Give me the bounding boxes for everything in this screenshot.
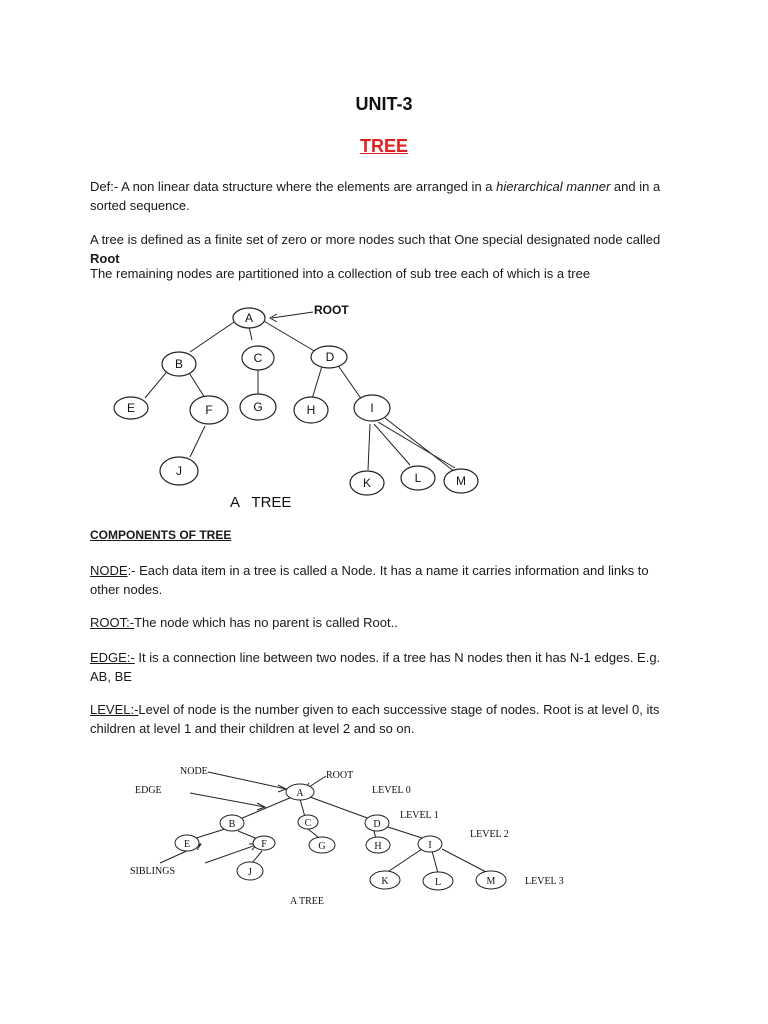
tree2-edge-label: EDGE [135, 785, 162, 796]
tree1-caption: A TREE [230, 494, 292, 511]
tree2-label-l: L [434, 877, 442, 888]
tree2-label-i: I [428, 840, 432, 851]
component-node-text: Each data item in a tree is called a Node. It has a name it carries information and links to other nodes. [90, 563, 649, 597]
tree2-node-label: NODE [180, 766, 208, 777]
definition-suffix: and in a sorted sequence. [90, 179, 661, 213]
tree1-label-k: K [362, 476, 372, 490]
definition-prefix: Def:- A non linear data structure where the elements are arranged in a [90, 179, 497, 194]
tree2-caption: A TREE [290, 896, 324, 907]
component-edge-text: It is a connection line between two nodes. if a tree has N nodes then it has N-1 edges. E.g. AB, BE [90, 650, 661, 684]
tree-defined-bold: Root [90, 251, 120, 266]
tree1-label-i: I [370, 401, 374, 415]
tree2-label-d: D [373, 819, 381, 830]
component-level [90, 700, 680, 738]
tree2-label-k: K [381, 876, 389, 887]
tree2-label-j: J [248, 867, 252, 878]
tree2-level1-label: LEVEL 1 [400, 810, 439, 821]
tree2-label-h: H [374, 841, 382, 852]
tree2-label-m: M [486, 876, 496, 887]
tree-defined-paragraph [90, 230, 680, 268]
component-node [90, 561, 680, 599]
tree2-label-b: B [228, 819, 236, 830]
component-root-term: ROOT:- [90, 615, 135, 630]
tree2-label-g: G [318, 841, 326, 852]
tree2-level0-label: LEVEL 0 [372, 785, 411, 796]
component-node-term: NODE [90, 563, 128, 578]
tree1-label-l: L [414, 471, 422, 485]
components-heading: COMPONENTS OF TREE [90, 528, 232, 542]
tree1-label-f: F [205, 403, 213, 417]
component-edge [90, 648, 680, 686]
unit-heading: UNIT-3 [355, 94, 413, 114]
tree2-siblings-label: SIBLINGS [130, 866, 176, 877]
topic-heading: TREE [359, 136, 408, 156]
tree1-label-c: C [253, 351, 263, 365]
definition-emphasis: hierarchical manner [496, 179, 611, 194]
tree1-label-j: J [176, 464, 182, 478]
tree1-label-d: D [325, 350, 335, 364]
tree1-label-g: G [253, 400, 263, 414]
component-level-text: Level of node is the number given to each successive stage of nodes. Root is at level 0, its children at level 1 and their children at level 2 and so on. [90, 702, 660, 736]
tree1-root-label: ROOT [314, 303, 349, 317]
tree2-label-c: C [304, 818, 312, 829]
tree-diagram-1 [0, 290, 768, 520]
component-root [90, 613, 680, 632]
tree1-label-b: B [174, 357, 184, 371]
tree2-root-label: ROOT [326, 770, 354, 781]
tree1-label-h: H [306, 403, 316, 417]
tree-defined-text: A tree is defined as a finite set of zero or more nodes such that One special designated node called [90, 232, 661, 247]
definition-paragraph [90, 177, 680, 215]
tree-diagram-2 [0, 755, 768, 915]
tree1-label-m: M [456, 474, 466, 488]
tree2-level2-label: LEVEL 2 [470, 829, 509, 840]
tree2-label-e: E [183, 839, 191, 850]
tree1-label-e: E [126, 401, 136, 415]
remaining-nodes-paragraph: The remaining nodes are partitioned into a collection of sub tree each of which is a tree [90, 266, 591, 281]
tree2-level3-label: LEVEL 3 [525, 876, 564, 887]
component-level-term: LEVEL:- [90, 702, 139, 717]
component-root-text: The node which has no parent is called Root.. [134, 615, 398, 630]
tree1-label-a: A [244, 311, 254, 325]
component-node-sep: :- [127, 563, 136, 578]
tree2-label-f: F [261, 839, 267, 850]
component-edge-term: EDGE:- [90, 650, 135, 665]
tree2-label-a: A [296, 788, 304, 799]
